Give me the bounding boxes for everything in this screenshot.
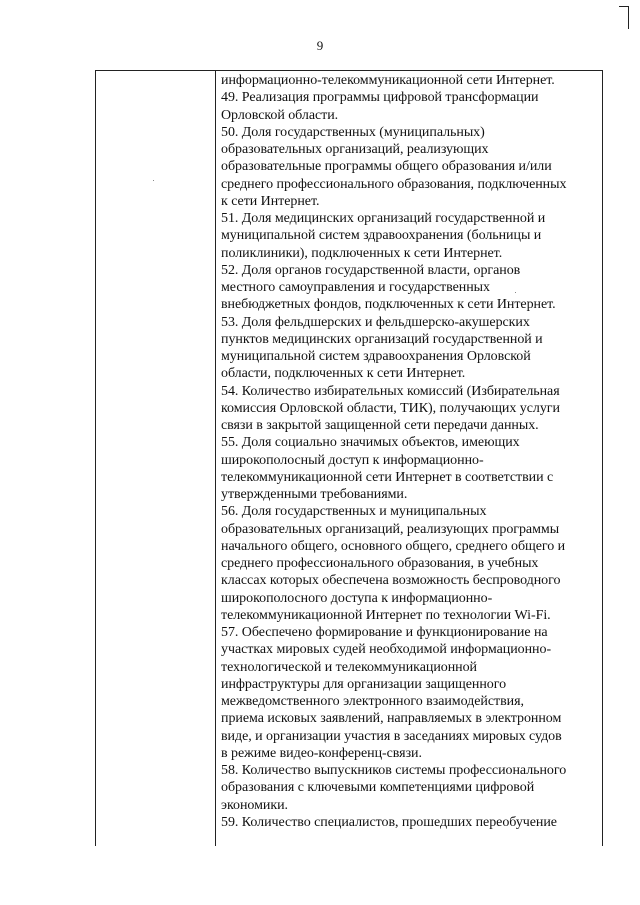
- text-line: 59. Количество специалистов, прошедших переобучение: [221, 814, 557, 830]
- text-line: межведомственного электронного взаимодействия,: [221, 694, 524, 709]
- text-line: связи в закрытой защищенной сети передачи данных.: [221, 418, 539, 433]
- document-table: [95, 70, 603, 846]
- text-line: технологической и телекоммуникационной: [221, 659, 477, 675]
- scan-speck: [153, 180, 154, 181]
- text-line: местного самоуправления и государственных: [221, 280, 490, 295]
- text-line: телекоммуникационной сети Интернет в соответствии с: [221, 469, 554, 485]
- text-line: участках мировых судей необходимой информационно-: [221, 642, 552, 658]
- text-line: к сети Интернет.: [221, 193, 320, 209]
- text-line: 54. Количество избирательных комиссий (Избирательная: [221, 383, 560, 399]
- text-line: пунктов медицинских организаций государственной и: [221, 331, 543, 347]
- text-line: комиссия Орловской области, ТИК), получающих услуги: [221, 400, 560, 416]
- text-line: утвержденными требованиями.: [221, 487, 408, 502]
- text-line: 55. Доля социально значимых объектов, имеющих: [221, 435, 520, 451]
- text-line: 58. Количество выпускников системы профессионального: [221, 763, 567, 778]
- corner-crop-mark: [619, 6, 629, 29]
- text-line: области, подключенных к сети Интернет.: [221, 366, 466, 382]
- text-line: широкополосного доступа к информационно-: [221, 590, 493, 606]
- text-line: 53. Доля фельдшерских и фельдшерско-акушерских: [221, 314, 530, 330]
- text-line: инфраструктуры для организации защищенного: [221, 676, 507, 692]
- text-line: информационно-телекоммуникационной сети Интернет.: [221, 73, 555, 88]
- text-line: среднего профессионального образования, подключенных: [221, 176, 567, 192]
- text-line: образовательных организаций, реализующих: [221, 142, 489, 157]
- table-left-column: [96, 71, 216, 846]
- text-line: муниципальной систем здравоохранения Орловской: [221, 349, 531, 364]
- text-line: широкополосный доступ к информационно-: [221, 452, 484, 468]
- text-line: 51. Доля медицинских организаций государственной и: [221, 211, 546, 226]
- text-line: классах которых обеспечена возможность беспроводного: [221, 573, 561, 589]
- text-line: экономики.: [221, 797, 288, 813]
- text-line: образовательных организаций, реализующих программы: [221, 521, 560, 537]
- scan-speck: [515, 292, 516, 293]
- text-line: поликлиники), подключенных к сети Интернет.: [221, 245, 503, 261]
- text-line: 57. Обеспечено формирование и функционирование на: [221, 625, 548, 640]
- text-line: среднего профессионального образования, в учебных: [221, 556, 539, 571]
- text-line: телекоммуникационной Интернет по технологии Wi-Fi.: [221, 607, 551, 623]
- text-line: в режиме видео-конференц-связи.: [221, 745, 422, 761]
- text-line: приема исковых заявлений, направляемых в электронном: [221, 711, 562, 727]
- text-line: начального общего, основного общего, среднего общего и: [221, 538, 566, 554]
- text-line: 50. Доля государственных (муниципальных): [221, 124, 485, 140]
- text-line: образования с ключевыми компетенциями цифровой: [221, 780, 535, 796]
- text-line: внебюджетных фондов, подключенных к сети Интернет.: [221, 297, 556, 313]
- text-line: 52. Доля органов государственной власти, органов: [221, 262, 521, 278]
- table-right-column: [216, 71, 602, 831]
- text-line: 49. Реализация программы цифровой трансформации: [221, 90, 539, 106]
- text-line: 56. Доля государственных и муниципальных: [221, 504, 487, 520]
- text-line: виде, и организации участия в заседаниях мировых судов: [221, 728, 562, 744]
- text-line: муниципальной систем здравоохранения (больницы и: [221, 228, 542, 244]
- page-number: 9: [316, 38, 324, 53]
- text-line: Орловской области.: [221, 107, 339, 123]
- text-line: образовательные программы общего образования и/или: [221, 159, 552, 175]
